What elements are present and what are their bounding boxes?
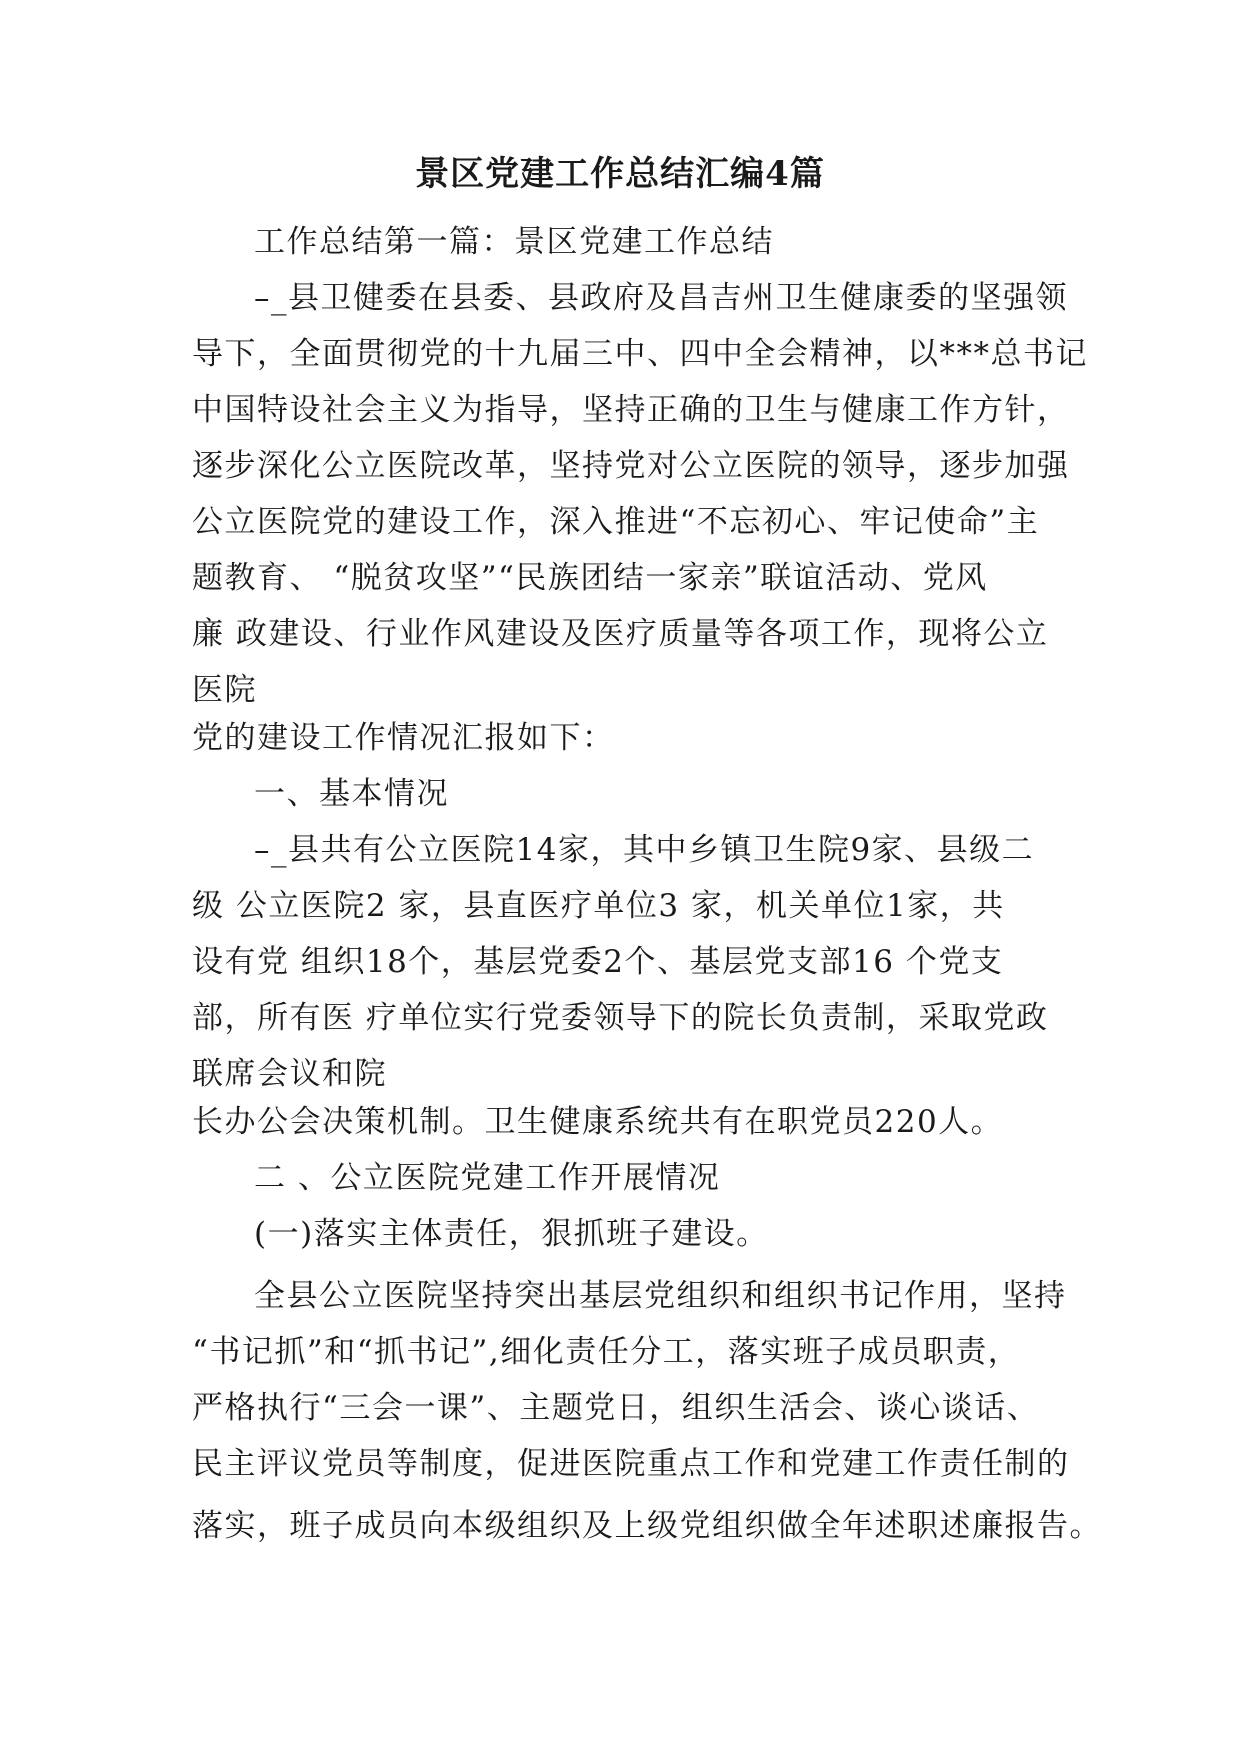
document-title: 景区党建工作总结汇编4篇	[415, 154, 825, 194]
section-heading: 二 、公立医院党建工作开展情况	[254, 1160, 721, 1196]
paragraph-line: 长办公会决策机制。卫生健康系统共有在职党员220人。	[192, 1104, 1004, 1140]
paragraph-line: 廉 政建设、行业作风建设及医疗质量等各项工作，现将公立	[192, 616, 1049, 652]
paragraph-line: 医院	[192, 672, 257, 708]
paragraph-line: –_县卫健委在县委、县政府及昌吉州卫生健康委的坚强领	[254, 280, 1068, 316]
paragraph-line: 公立医院党的建设工作，深入推进“不忘初心、牢记使命”主	[192, 504, 1040, 540]
paragraph-line: 落实，班子成员向本级组织及上级党组织做全年述职述廉报告。	[192, 1508, 1102, 1544]
paragraph-line: 全县公立医院坚持突出基层党组织和组织书记作用，坚持	[254, 1278, 1067, 1314]
paragraph-line: “书记抓”和“抓书记”,细化责任分工，落实班子成员职责，	[192, 1334, 1021, 1370]
paragraph-line: 题教育、 “脱贫攻坚”“民族团结一家亲”联谊活动、党风	[192, 560, 988, 596]
paragraph-line: 部，所有医 疗单位实行党委领导下的院长负责制，采取党政	[192, 1000, 1049, 1036]
paragraph-line: 级 公立医院2 家，县直医疗单位3 家，机关单位1家，共	[192, 888, 1005, 924]
section-heading: 一、基本情况	[254, 776, 449, 812]
paragraph-line: 民主评议党员等制度，促进医院重点工作和党建工作责任制的	[192, 1446, 1070, 1482]
paragraph-line: 设有党 组织18个，基层党委2个、基层党支部16 个党支	[192, 944, 1004, 980]
paragraph-line: 导下，全面贯彻党的十九届三中、四中全会精神，以***总书记	[192, 336, 1088, 372]
paragraph-line: 严格执行“三会一课”、主题党日，组织生活会、谈心谈话、	[192, 1390, 1040, 1426]
section-heading: 工作总结第一篇：景区党建工作总结	[254, 224, 774, 260]
paragraph-line: –_县共有公立医院14家，其中乡镇卫生院9家、县级二	[254, 832, 1035, 868]
paragraph-line: 中国特设社会主义为指导，坚持正确的卫生与健康工作方针，	[192, 392, 1070, 428]
paragraph-line: 联席会议和院	[192, 1056, 387, 1092]
subsection-heading: (一)落实主体责任，狠抓班子建设。	[254, 1216, 769, 1252]
paragraph-line: 党的建设工作情况汇报如下：	[192, 720, 615, 756]
paragraph-line: 逐步深化公立医院改革，坚持党对公立医院的领导，逐步加强	[192, 448, 1070, 484]
